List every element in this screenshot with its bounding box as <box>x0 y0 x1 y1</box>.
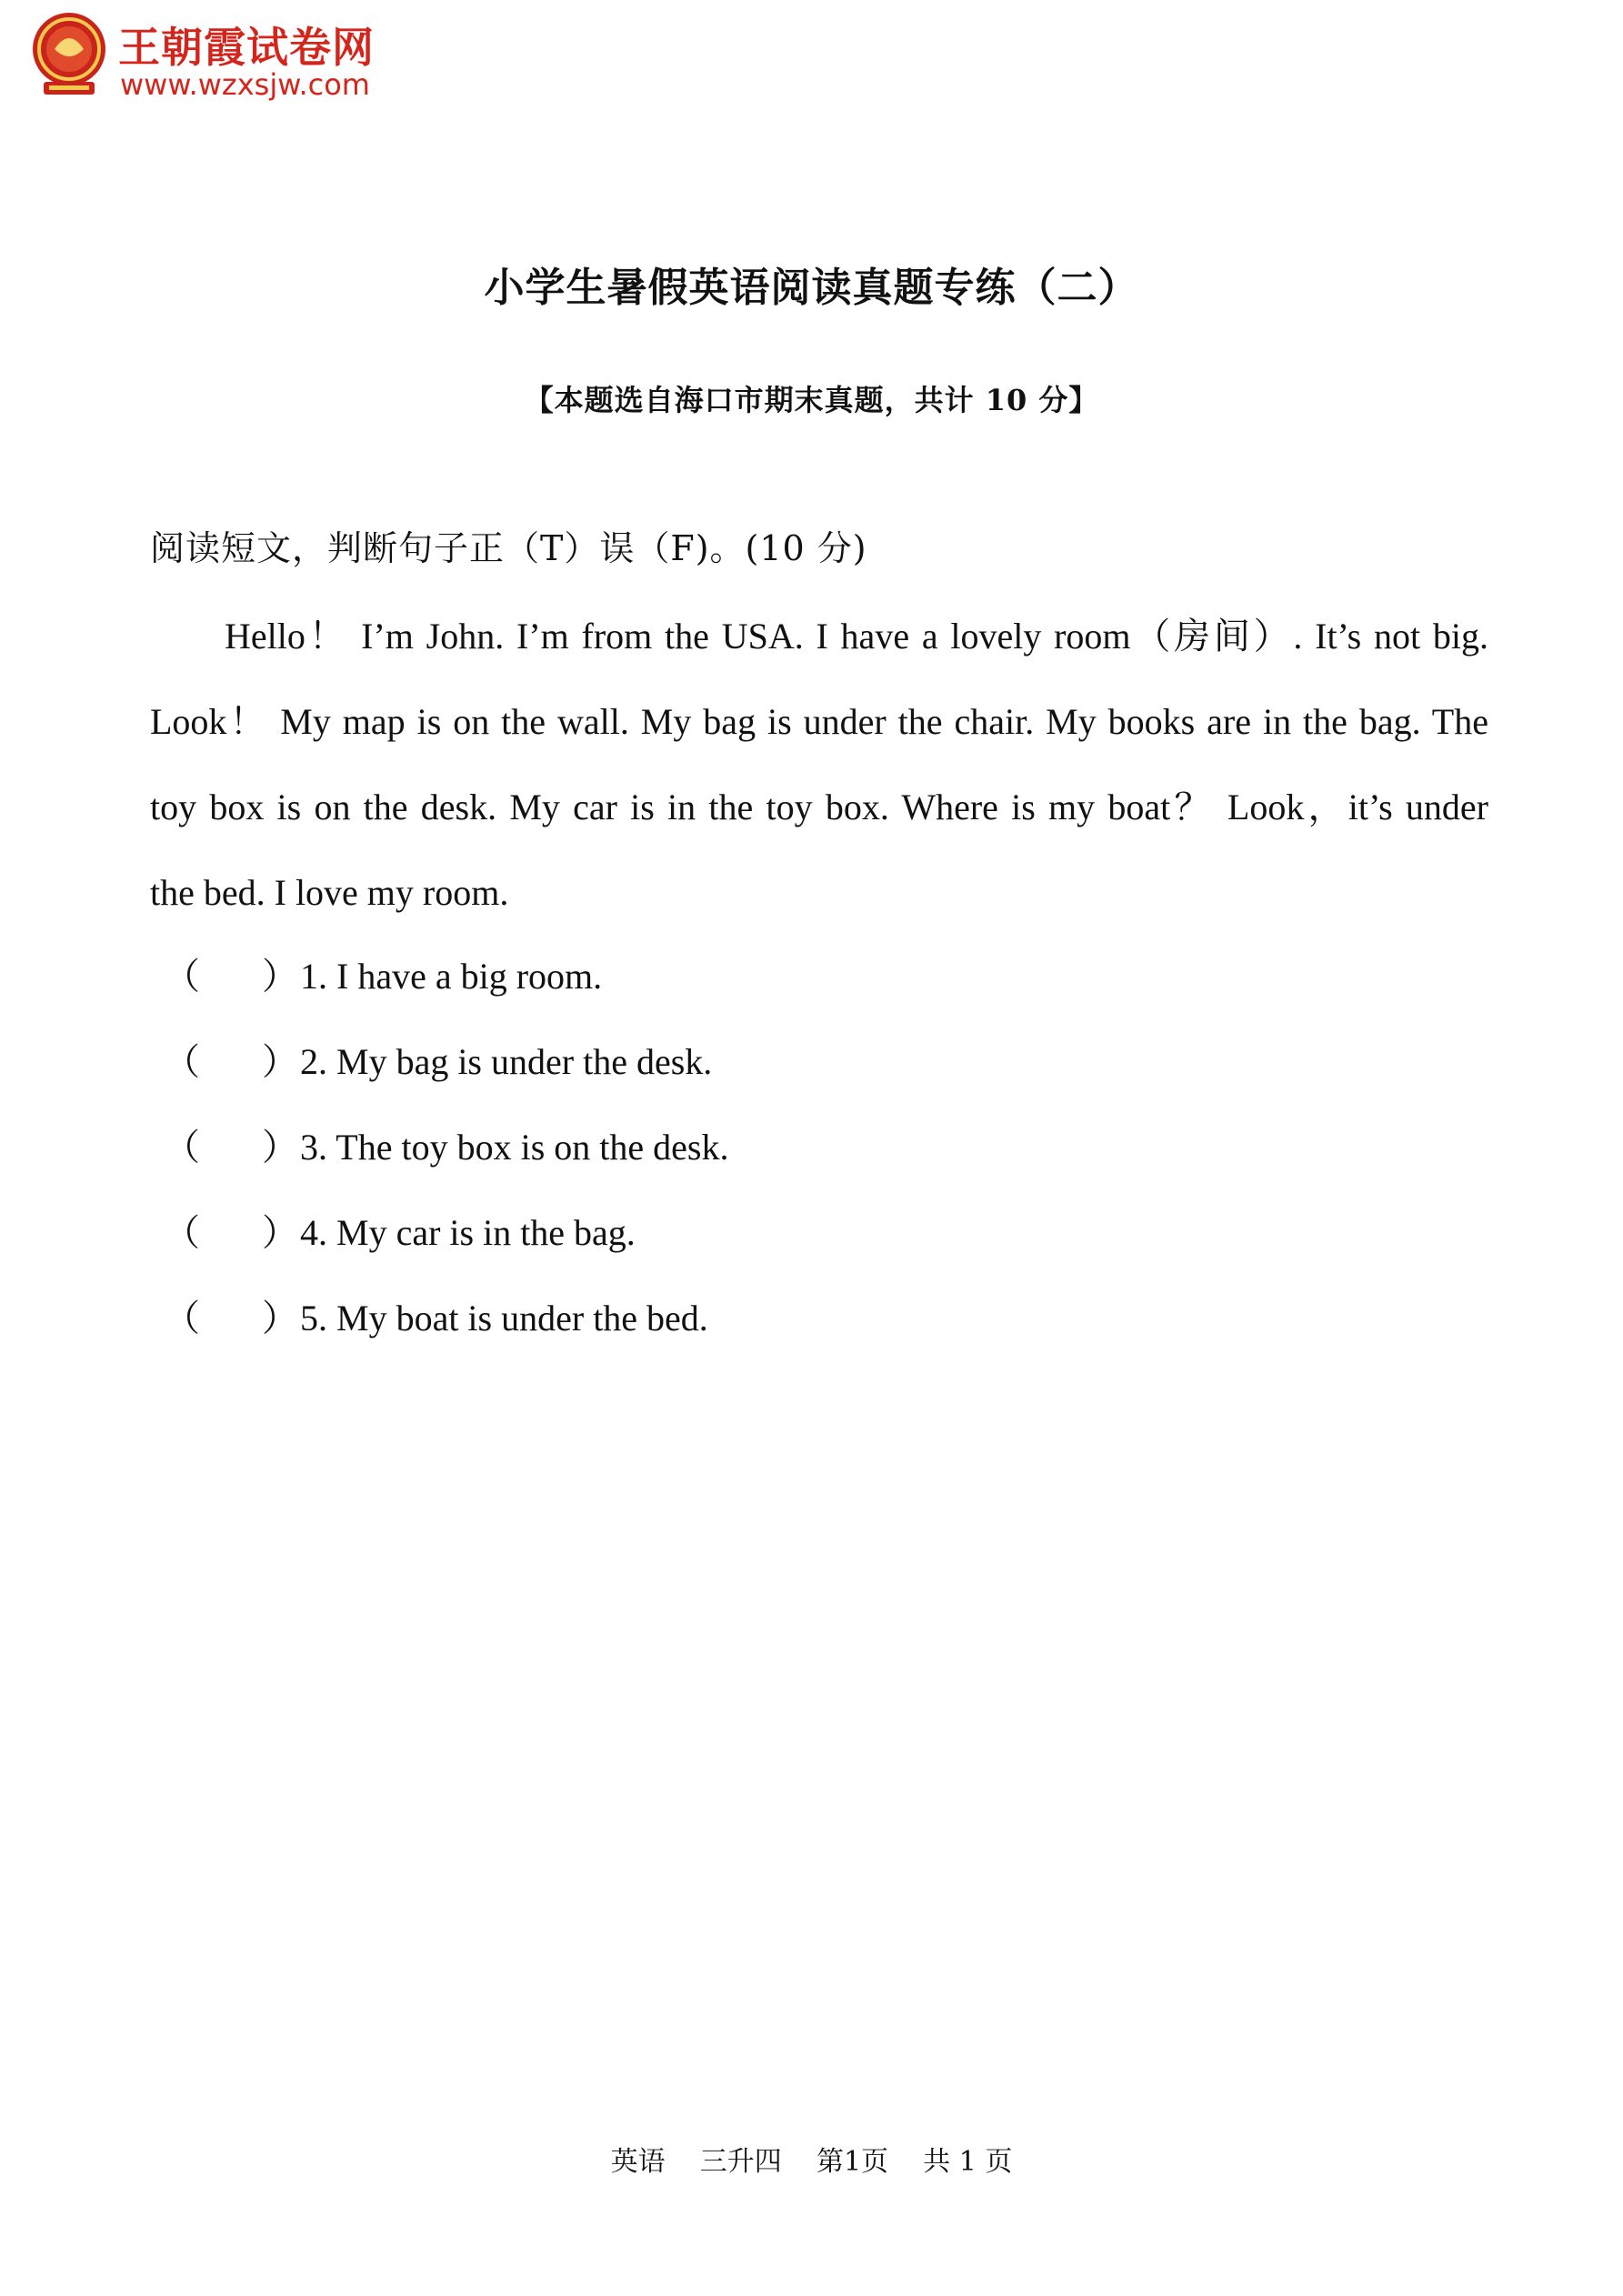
answer-blank[interactable]: （ ） <box>164 1212 298 1253</box>
question-text: 3. The toy box is on the desk. <box>300 1127 729 1168</box>
page-subtitle: 【本题选自海口市期末真题，共计 10 分】 <box>524 383 1099 417</box>
answer-blank[interactable]: （ ） <box>164 1127 298 1168</box>
passage-line: the bed. I love my room. <box>150 872 509 913</box>
question-text: 4. My car is in the bag. <box>300 1212 636 1253</box>
logo-badge-icon <box>27 9 111 100</box>
logo-url: www.wzxsjw.com <box>120 67 370 102</box>
page-footer: 英语 三升四 第1页 共 1 页 <box>610 2146 1013 2178</box>
page-title: 小学生暑假英语阅读真题专练（二） <box>484 265 1139 311</box>
logo-title: 王朝霞试卷网 <box>118 23 375 72</box>
question-list <box>164 948 728 1376</box>
answer-blank[interactable]: （ ） <box>164 956 298 997</box>
answer-blank[interactable]: （ ） <box>164 1041 298 1082</box>
reading-passage <box>150 602 1488 944</box>
question-item <box>164 1290 728 1376</box>
answer-blank[interactable]: （ ） <box>164 1298 298 1338</box>
question-item <box>164 1119 728 1205</box>
question-item <box>164 1034 728 1119</box>
passage-line: toy box is on the desk. My car is in the toy box. Where is my boat？ Look，it’s under <box>150 787 1488 827</box>
passage-line: Look！ My map is on the wall. My bag is under the chair. My books are in the bag. The <box>150 701 1488 742</box>
question-item <box>164 1205 728 1290</box>
section-heading: 阅读短文，判断句子正（T）误（F)。(10 分) <box>150 528 867 568</box>
question-text: 1. I have a big room. <box>300 956 603 997</box>
passage-line: Hello！ I’m John. I’m from the USA. I have a lovely room（房间）. It’s not big. <box>225 616 1488 657</box>
question-item <box>164 948 728 1034</box>
site-logo <box>27 9 446 100</box>
question-text: 2. My bag is under the desk. <box>300 1041 713 1082</box>
question-text: 5. My boat is under the bed. <box>300 1298 708 1338</box>
